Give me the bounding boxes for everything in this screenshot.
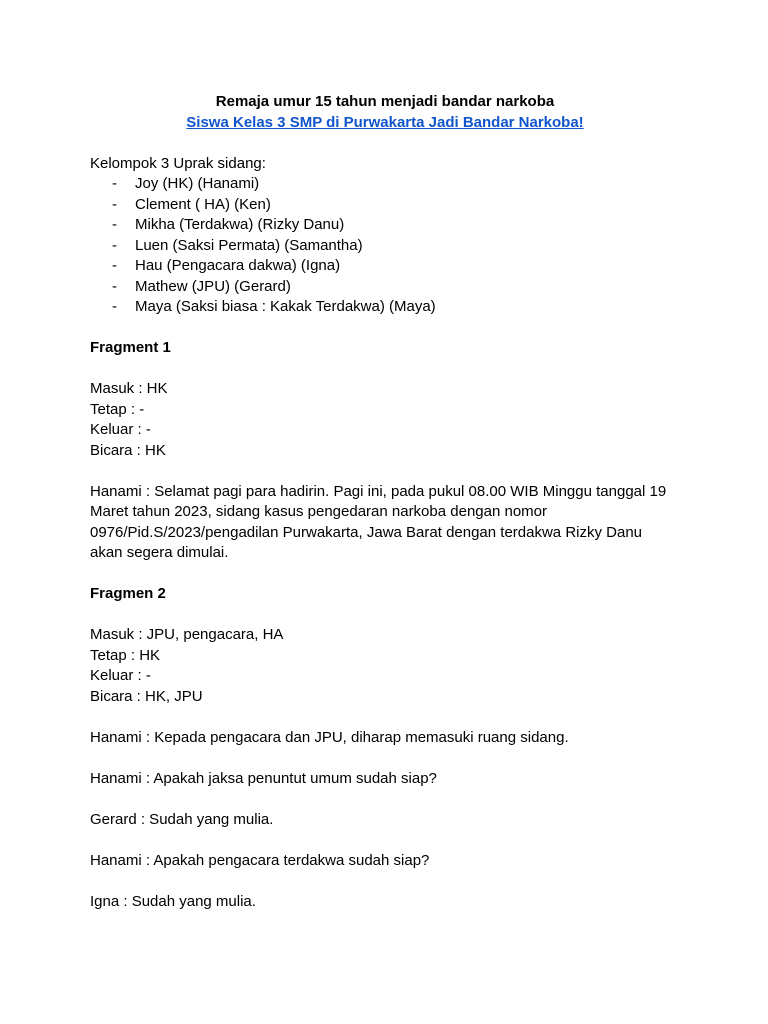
bullet-dash: -: [112, 257, 117, 274]
bullet-dash: -: [112, 195, 117, 213]
fragment-1-masuk: Masuk : HK: [90, 380, 168, 397]
list-item: [90, 297, 680, 318]
list-item: [90, 215, 680, 236]
member-text: Maya (Saksi biasa : Kakak Terdakwa) (Maya): [135, 298, 436, 315]
fragment-1-keluar: Keluar : -: [90, 421, 151, 438]
fragment-2-dialogue-line: Hanami : Apakah pengacara terdakwa sudah siap?: [90, 851, 430, 869]
fragment-2-dialogue-line: Gerard : Sudah yang mulia.: [90, 810, 274, 828]
fragment-1-dialogue-line: akan segera dimulai.: [90, 544, 229, 561]
spacer: [90, 133, 680, 154]
list-item: [90, 277, 680, 298]
member-text: Hau (Pengacara dakwa) (Igna): [135, 257, 341, 274]
fragment-1-heading: Fragment 1: [90, 339, 171, 356]
member-text: Mikha (Terdakwa) (Rizky Danu): [135, 216, 345, 233]
member-text: Clement ( HA) (Ken): [135, 195, 271, 213]
fragment-1-dialogue-line: Hanami : Selamat pagi para hadirin. Pagi ini, pada pukul 08.00 WIB Minggu tanggal 19: [90, 482, 667, 500]
fragment-1-dialogue-line: 0976/Pid.S/2023/pengadilan Purwakarta, Jawa Barat dengan terdakwa Rizky Danu: [90, 523, 643, 541]
spacer: [90, 707, 680, 728]
group-heading: Kelompok 3 Uprak sidang:: [90, 154, 266, 172]
spacer: [90, 318, 680, 339]
document-title: Remaja umur 15 tahun menjadi bandar narkoba: [215, 93, 555, 110]
fragment-2-keluar: Keluar : -: [90, 667, 151, 684]
spacer: [90, 359, 680, 380]
fragment-2-dialogue-line: Hanami : Apakah jaksa penuntut umum sudah siap?: [90, 769, 437, 787]
spacer: [90, 789, 680, 810]
member-text: Mathew (JPU) (Gerard): [135, 277, 291, 295]
article-link-container: [90, 113, 680, 134]
list-item: [90, 236, 680, 257]
spacer: [90, 830, 680, 851]
list-item: [90, 174, 680, 195]
spacer: [90, 605, 680, 626]
member-text: Luen (Saksi Permata) (Samantha): [135, 236, 363, 254]
fragment-2-heading: Fragmen 2: [90, 585, 166, 602]
bullet-dash: -: [112, 216, 117, 233]
fragment-1-dialogue-line: Maret tahun 2023, sidang kasus pengedaran narkoba dengan nomor: [90, 503, 547, 520]
fragment-2-dialogue-line: Igna : Sudah yang mulia.: [90, 892, 256, 910]
member-text: Joy (HK) (Hanami): [135, 175, 260, 192]
member-list: [90, 174, 680, 318]
spacer: [90, 564, 680, 585]
fragment-2-bicara: Bicara : HK, JPU: [90, 687, 203, 705]
list-item: [90, 256, 680, 277]
fragment-2-tetap: Tetap : HK: [90, 646, 161, 664]
fragment-2-dialogue-line: Hanami : Kepada pengacara dan JPU, diharap memasuki ruang sidang.: [90, 728, 569, 746]
article-link[interactable]: Siswa Kelas 3 SMP di Purwakarta Jadi Bandar Narkoba!: [186, 113, 584, 131]
fragment-1-bicara: Bicara : HK: [90, 441, 166, 459]
bullet-dash: -: [112, 236, 117, 254]
bullet-dash: -: [112, 298, 117, 315]
document-page: [90, 92, 680, 912]
bullet-dash: -: [112, 175, 117, 192]
fragment-2-masuk: Masuk : JPU, pengacara, HA: [90, 626, 284, 643]
fragment-1-tetap: Tetap : -: [90, 400, 145, 418]
spacer: [90, 871, 680, 892]
spacer: [90, 748, 680, 769]
list-item: [90, 195, 680, 216]
bullet-dash: -: [112, 277, 117, 295]
spacer: [90, 461, 680, 482]
